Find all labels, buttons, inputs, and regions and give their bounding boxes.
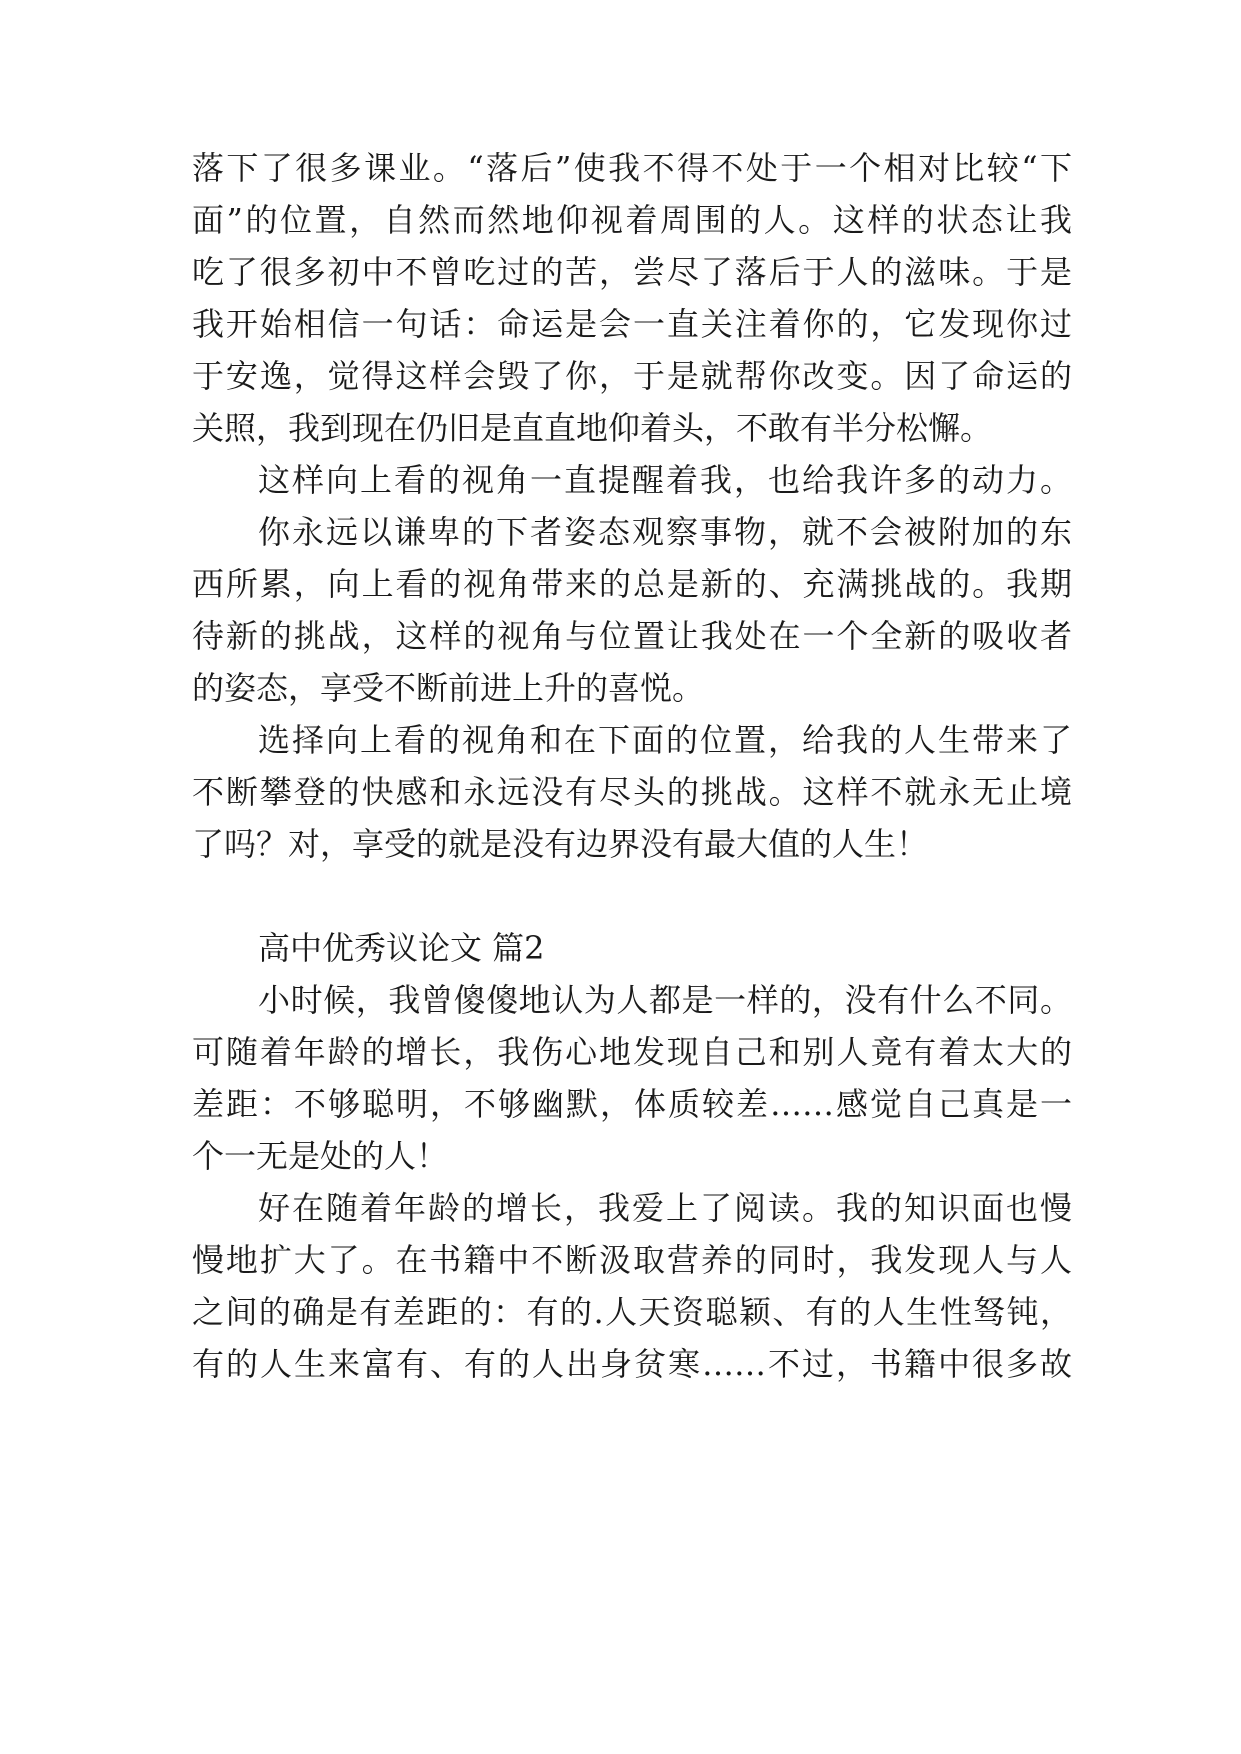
- paragraph-start-line: 这样向上看的视角一直提醒着我，也给我许多的动力。: [258, 461, 1072, 499]
- paragraph-start-line: 选择向上看的视角和在下面的位置，给我的人生带来了: [258, 721, 1072, 759]
- text-line: 待新的挑战，这样的视角与位置让我处在一个全新的吸收者: [192, 617, 1072, 655]
- text-line: 面”的位置，自然而然地仰视着周围的人。这样的状态让我: [192, 201, 1072, 239]
- text-line: 西所累，向上看的视角带来的总是新的、充满挑战的。我期: [192, 565, 1072, 603]
- paragraph-start-line: 小时候，我曾傻傻地认为人都是一样的，没有什么不同。: [258, 981, 1072, 1019]
- text-line: 有的人生来富有、有的人出身贫寒……不过，书籍中很多故: [192, 1345, 1072, 1383]
- text-line: 我开始相信一句话：命运是会一直关注着你的，它发现你过: [192, 305, 1072, 343]
- text-line: 慢地扩大了。在书籍中不断汲取营养的同时，我发现人与人: [192, 1241, 1072, 1279]
- text-line: 个一无是处的人！: [192, 1137, 449, 1175]
- section-heading: 高中优秀议论文 篇2: [258, 929, 545, 967]
- paragraph-start-line: 你永远以谦卑的下者姿态观察事物，就不会被附加的东: [258, 513, 1072, 551]
- text-line: 的姿态，享受不断前进上升的喜悦。: [192, 669, 705, 707]
- text-line: 吃了很多初中不曾吃过的苦，尝尽了落后于人的滋味。于是: [192, 253, 1072, 291]
- text-line: 了吗？对，享受的就是没有边界没有最大值的人生！: [192, 825, 929, 863]
- text-line: 落下了很多课业。“落后”使我不得不处于一个相对比较“下: [192, 149, 1072, 187]
- paragraph-start-line: 好在随着年龄的增长，我爱上了阅读。我的知识面也慢: [258, 1189, 1072, 1227]
- text-line: 可随着年龄的增长，我伤心地发现自己和别人竟有着太大的: [192, 1033, 1072, 1071]
- text-line: 关照，我到现在仍旧是直直地仰着头，不敢有半分松懈。: [192, 409, 993, 447]
- text-line: 之间的确是有差距的：有的.人天资聪颖、有的人生性驽钝，: [192, 1293, 1072, 1331]
- text-line: 不断攀登的快感和永远没有尽头的挑战。这样不就永无止境: [192, 773, 1072, 811]
- text-line: 差距：不够聪明，不够幽默，体质较差……感觉自己真是一: [192, 1085, 1072, 1123]
- text-line: 于安逸，觉得这样会毁了你，于是就帮你改变。因了命运的: [192, 357, 1072, 395]
